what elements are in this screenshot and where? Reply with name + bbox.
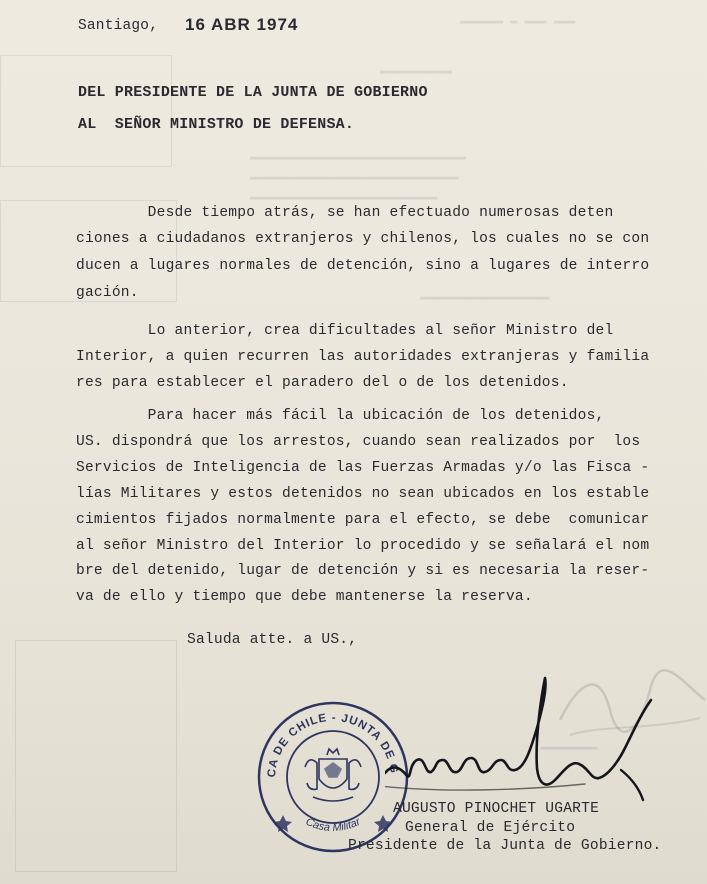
signatory-name: AUGUSTO PINOCHET UGARTE [393,801,600,817]
bleed-through-box [0,55,172,167]
place-label: Santiago, [78,18,159,34]
bleed-through-text: ▬▬▬▬▬▬▬▬▬▬ [380,64,453,78]
paragraph-3-line: cimientos fijados normalmente para el efecto, se debe comunicar [76,512,650,528]
bleed-through-box [15,640,177,872]
paragraph-1-line: Desde tiempo atrás, se han efectuado numerosas deten [76,205,614,221]
signatory-title: Presidente de la Junta de Gobierno. [348,838,662,854]
bleed-through-text: ▬▬▬▬▬▬▬▬ [540,740,598,754]
bleed-through-text: ▬▬▬▬▬▬▬▬▬▬▬▬▬▬▬▬▬▬▬▬▬▬▬▬▬▬▬▬▬▬ [250,150,467,164]
paragraph-3-line: Servicios de Inteligencia de las Fuerzas Armadas y/o las Fisca - [76,460,650,476]
coat-of-arms-icon [305,749,361,801]
bleed-through-text: ▬▬▬▬▬▬▬▬▬▬▬▬▬▬▬▬▬▬ [420,290,550,304]
paragraph-1-line: ciones a ciudadanos extranjeros y chilenos, los cuales no se con [76,231,650,247]
paragraph-3-line: al señor Ministro del Interior lo procedido y se señalará el nom [76,538,650,554]
paragraph-1-line: gación. [76,285,139,301]
signatory-rank: General de Ejército [405,820,576,836]
closing-line: Saluda atte. a US., [187,632,358,648]
svg-text:Casa Militar [304,815,364,834]
bleed-through-text: ▬▬▬▬▬▬▬▬▬▬▬▬▬▬▬▬▬▬▬▬▬▬▬▬▬▬▬▬▬ [250,170,459,184]
handwritten-signature [385,668,685,818]
paragraph-1-line: ducen a lugares normales de detención, sino a lugares de interro [76,258,650,274]
recipient-line: AL SEÑOR MINISTRO DE DEFENSA. [78,116,355,133]
seal-text-top: CA DE CHILE - JUNTA DE G [265,711,400,778]
paragraph-3-line: Para hacer más fácil la ubicación de los detenidos, [76,408,605,424]
paragraph-2-line: Interior, a quien recurren las autoridades extranjeras y familia [76,349,650,365]
paragraph-3-line: US. dispondrá que los arrestos, cuando sean realizados por los [76,434,641,450]
paragraph-3-line: bre del detenido, lugar de detención y si es necesaria la reser- [76,563,650,579]
paragraph-3-line: va de ello y tiempo que debe mantenerse la reserva. [76,589,533,605]
date-stamp: 16 ABR 1974 [185,15,299,34]
paragraph-3-line: lías Militares y estos detenidos no sean ubicados en los estable [76,486,650,502]
paragraph-2-line: res para establecer el paradero del o de los detenidos. [76,375,569,391]
sender-line: DEL PRESIDENTE DE LA JUNTA DE GOBIERNO [78,84,428,101]
bleed-through-text: ▬▬▬▬▬▬▬▬▬▬▬▬▬▬▬▬▬▬▬▬▬▬▬▬▬▬ [250,190,438,204]
seal-text-bottom: Casa Militar [303,815,363,835]
bleed-through-text: ▬▬▬▬▬▬ ▬ ▬▬▬ ▬▬▬ [460,14,576,28]
paragraph-2-line: Lo anterior, crea dificultades al señor Ministro del [76,323,614,339]
